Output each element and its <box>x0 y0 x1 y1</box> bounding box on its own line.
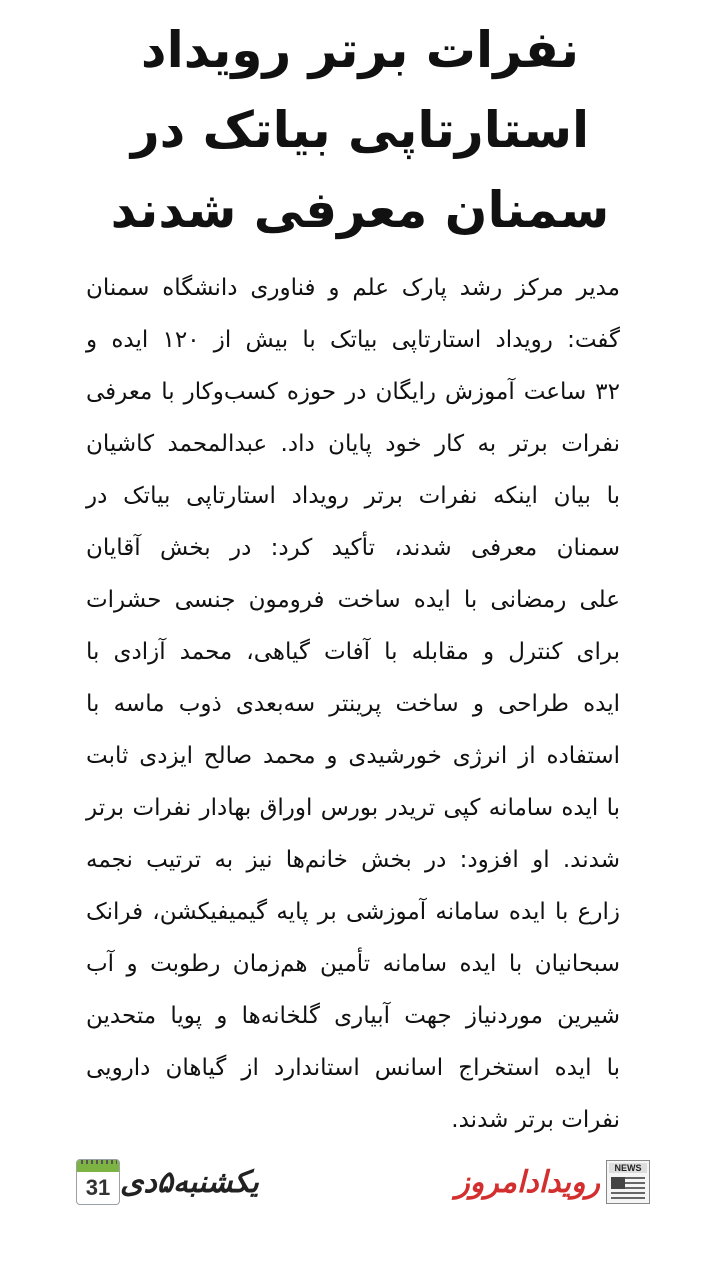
news-label: NEWS <box>609 1163 647 1173</box>
date-text: یکشنبه۵دی <box>120 1164 259 1200</box>
body-line: زارع با ایده سامانه آموزشی بر پایه گیمیفیکشن، فرانک <box>86 899 620 925</box>
date-group <box>76 1154 263 1210</box>
calendar-icon <box>76 1159 120 1205</box>
body-line: سمنان معرفی شدند، تأکید کرد: در بخش آقایان <box>86 535 620 561</box>
body-line: ایده طراحی و ساخت پرینتر سه‌بعدی ذوب ماسه با <box>86 691 620 717</box>
headline-line: نفرات برتر رویداد <box>140 21 580 79</box>
footer <box>0 1148 720 1218</box>
news-image <box>611 1177 625 1189</box>
body-line: گفت: رویداد استارتاپی بیاتک با بیش از ۱۲۰ ایده و <box>86 327 620 353</box>
newspaper-icon <box>606 1160 650 1204</box>
brand-text: رویدادامروز <box>455 1164 600 1200</box>
body-line: سبحانیان با ایده سامانه تأمین هم‌زمان رطوبت و آب <box>86 951 620 977</box>
headline-line: استارتاپی بیاتک در <box>130 101 590 159</box>
body-line: برای کنترل و مقابله با آفات گیاهی، محمد آزادی با <box>86 639 620 665</box>
body-line: استفاده از انرژی خورشیدی و محمد صالح ایزدی ثابت <box>86 743 620 769</box>
body-line: شیرین موردنیاز جهت آبیاری گلخانه‌ها و پویا متحدین <box>86 1003 620 1029</box>
article-body <box>86 262 620 1146</box>
headline-line: سمنان معرفی شدند <box>110 181 610 239</box>
body-line: با ایده استخراج اسانس استاندارد از گیاهان دارویی <box>86 1055 620 1081</box>
body-line: با بیان اینکه نفرات برتر رویداد استارتاپی بیاتک در <box>86 483 620 509</box>
body-line: با ایده سامانه کپی تریدر بورس اوراق بهادار نفرات برتر <box>86 795 620 821</box>
headline <box>60 10 660 250</box>
body-line: علی رمضانی با ایده ساخت فرومون جنسی حشرات <box>86 587 620 613</box>
body-line: نفرات برتر به کار خود پایان داد. عبدالمحمد کاشیان <box>86 431 620 457</box>
calendar-day: 31 <box>85 1175 111 1200</box>
body-line: ۳۲ ساعت آموزش رایگان در حوزه کسب‌وکار با معرفی <box>86 379 620 405</box>
body-line: نفرات برتر شدند. <box>451 1107 620 1133</box>
body-line: مدیر مرکز رشد پارک علم و فناوری دانشگاه سمنان <box>86 275 620 301</box>
calendar-rings <box>81 1159 117 1164</box>
body-line: شدند. او افزود: در بخش خانم‌ها نیز به ترتیب نجمه <box>86 847 620 873</box>
brand-group <box>455 1154 650 1210</box>
